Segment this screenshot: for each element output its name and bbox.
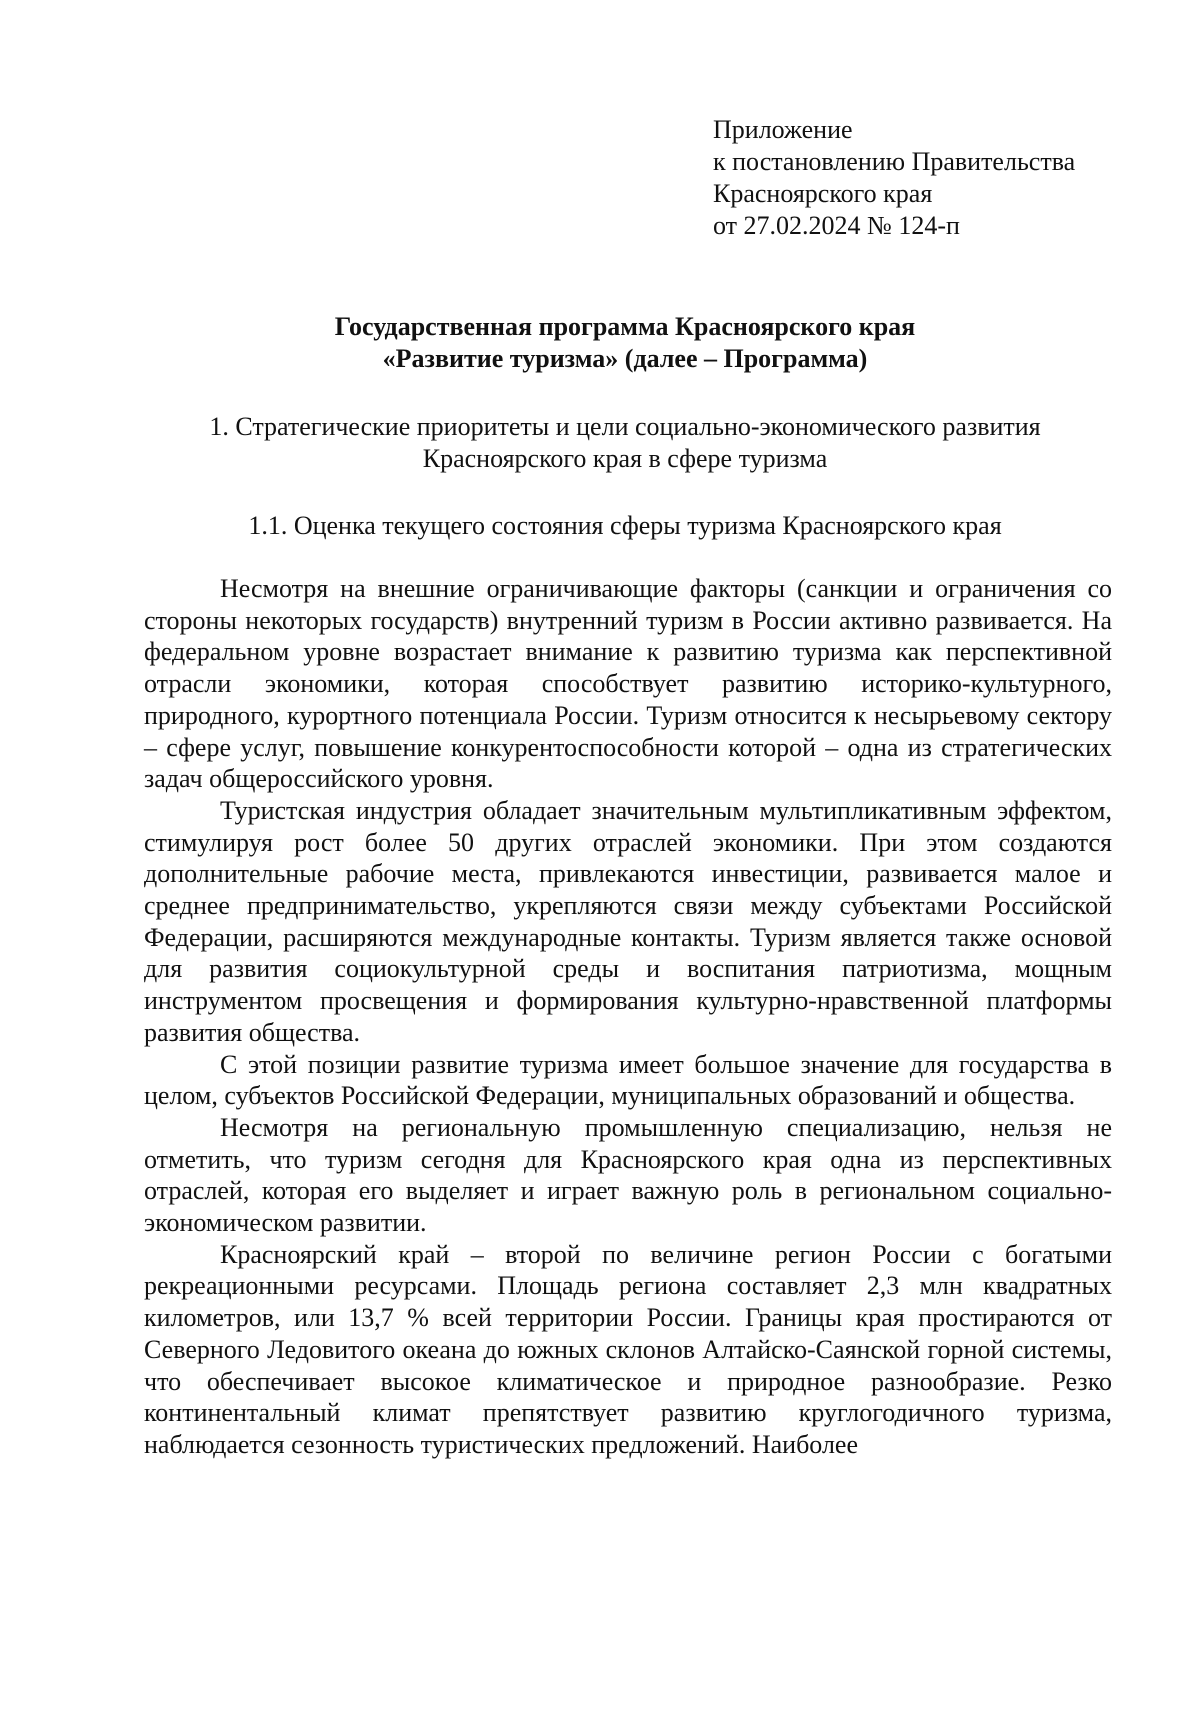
body-text (144, 573, 1112, 1461)
paragraph: Несмотря на региональную промышленную специализацию, нельзя не отметить, что туризм сегодня для Красноярского края одна из перспективных отраслей, которая его выделяет и играет важную роль в региональном социально-экономическом развитии. (144, 1112, 1112, 1238)
section-heading-line: 1. Стратегические приоритеты и цели социально-экономического развития (209, 412, 1041, 441)
approval-date-number: от 27.02.2024 № 124-п (713, 211, 960, 240)
approval-block (713, 114, 1075, 242)
approval-line: Приложение (713, 115, 853, 144)
document-title (150, 311, 1100, 375)
paragraph: С этой позиции развитие туризма имеет большое значение для государства в целом, субъектов Российской Федерации, муниципальных образований и общества. (144, 1049, 1112, 1111)
subsection-heading: 1.1. Оценка текущего состояния сферы туризма Красноярского края (248, 511, 1002, 540)
section-heading (150, 411, 1100, 475)
title-line: «Развитие туризма» (далее – Программа) (382, 344, 868, 373)
section-heading-line: Красноярского края в сфере туризма (422, 444, 828, 473)
paragraph: Красноярский край – второй по величине регион России с богатыми рекреационными ресурсами. Площадь региона составляет 2,3 млн квадратных километров, или 13,7 % всей территории России. Границы края простираются от Северного Ледовитого океана до южных склонов Алтайско-Саянской горной системы, что обеспечивает высокое климатическое и природное разнообразие. Резко континентальный климат препятствует развитию круглогодичного туризма, наблюдается сезонность туристических предложений. Наиболее (144, 1239, 1112, 1459)
approval-line: Красноярского края (713, 179, 933, 208)
paragraph: Несмотря на внешние ограничивающие факторы (санкции и ограничения со стороны некоторых государств) внутренний туризм в России активно развивается. На федеральном уровне возрастает внимание к развитию туризма как перспективной отрасли экономики, которая способствует развитию историко-культурного, природного, курортного потенциала России. Туризм относится к несырьевому сектору – сфере услуг, повышение конкурентоспособности которой – одна из стратегических задач общероссийского уровня. (144, 574, 1112, 794)
approval-line: к постановлению Правительства (713, 147, 1076, 176)
title-line: Государственная программа Красноярского края (334, 312, 916, 341)
paragraph: Туристская индустрия обладает значительным мультипликативным эффектом, стимулируя рост более 50 других отраслей экономики. При этом создаются дополнительные рабочие места, привлекаются инвестиции, развивается малое и среднее предпринимательство, укрепляются связи между субъектами Российской Федерации, расширяются международные контакты. Туризм является также основой для развития социокультурной среды и воспитания патриотизма, мощным инструментом просвещения и формирования культурно-нравственной платформы развития общества. (144, 795, 1112, 1047)
